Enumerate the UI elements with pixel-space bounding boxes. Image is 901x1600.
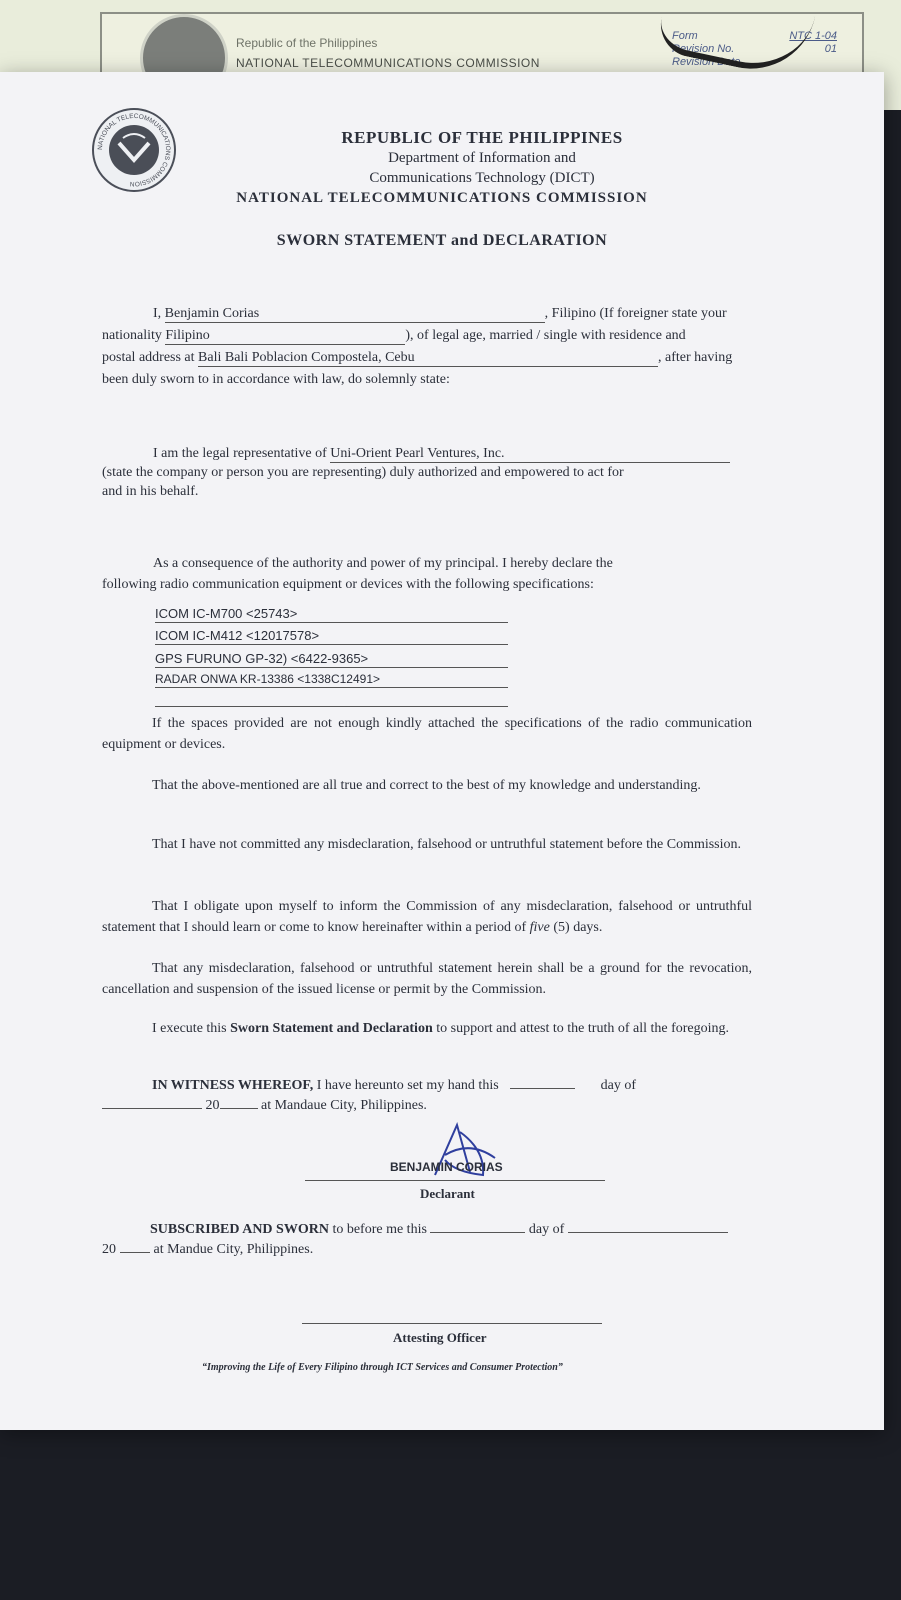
intro-line3: postal address at Bali Bali Poblacion Compostela, Cebu , after having — [102, 350, 733, 365]
declarant-name-field: Benjamin Corias — [165, 306, 545, 323]
subscribed-line2: 20 at Mandue City, Philippines. — [102, 1242, 314, 1257]
subscribed-day-blank — [430, 1232, 525, 1233]
paragraph-true-correct: That the above-mentioned are all true and correct to the best of my knowledge and understanding. — [152, 778, 701, 793]
equipment-item-1: ICOM IC-M700 <25743> — [155, 606, 508, 623]
nationality-field: Filipino — [165, 328, 405, 345]
company-field: Uni-Orient Pearl Ventures, Inc. — [330, 446, 730, 463]
witness-year-blank — [220, 1108, 258, 1109]
revision-label: Revision No. — [672, 43, 735, 55]
paragraph-spaces: If the spaces provided are not enough kindly attached the specifications of the radio communication equipment or devices. — [102, 716, 752, 752]
witness-day-blank — [510, 1088, 575, 1089]
representative-line2: (state the company or person you are representing) duly authorized and empowered to act for — [102, 465, 624, 480]
header-dept-line2: Communications Technology (DICT) — [369, 170, 595, 186]
form-label: Form — [672, 30, 698, 42]
form-value: NTC 1-04 — [789, 30, 837, 42]
subscribed-line1: SUBSCRIBED AND SWORN to before me this day of — [150, 1222, 728, 1238]
document-title: SWORN STATEMENT and DECLARATION — [276, 232, 608, 249]
postal-address-field: Bali Bali Poblacion Compostela, Cebu — [198, 350, 658, 367]
background-republic-text: Republic of the Philippines — [236, 36, 378, 50]
revision-value: 01 — [824, 43, 837, 55]
representative-line1: I am the legal representative of Uni-Orient Pearl Ventures, Inc. — [153, 446, 730, 463]
svg-text:NATIONAL TELECOMMUNICATIONS CO: NATIONAL TELECOMMUNICATIONS COMMISSION — [96, 112, 172, 188]
background-ntc-text: NATIONAL TELECOMMUNICATIONS COMMISSION — [236, 56, 540, 70]
header-republic: REPUBLIC OF THE PHILIPPINES — [341, 128, 623, 147]
subscribed-month-blank — [568, 1232, 728, 1233]
revision-date-label: Revision Date — [672, 56, 741, 68]
representative-line3: and in his behalf. — [102, 484, 199, 499]
footer-quote: “Improving the Life of Every Filipino through ICT Services and Consumer Protection” — [202, 1362, 563, 1373]
witness-line1: IN WITNESS WHEREOF, I have hereunto set my hand this day of — [152, 1078, 637, 1093]
witness-month-blank — [102, 1108, 202, 1109]
equipment-item-3: GPS FURUNO GP-32) <6422-9365> — [155, 651, 508, 668]
declarant-signature-line — [305, 1180, 605, 1181]
declarant-name: BENJAMIN CORIAS — [390, 1160, 503, 1174]
paragraph-obligate: That I obligate upon myself to inform the Commission of any misdeclaration, falsehood or untruthful statement that I should learn or come to know hereinafter within a period of five (5) days. — [102, 899, 752, 935]
header-ntc: NATIONAL TELECOMMUNICATIONS COMMISSION — [236, 190, 648, 206]
intro-line2: nationality Filipino ), of legal age, married / single with residence and — [102, 328, 686, 343]
attesting-signature-line — [302, 1323, 602, 1324]
equipment-item-5 — [155, 693, 508, 707]
paragraph-execute: I execute this Sworn Statement and Declaration to support and attest to the truth of all the foregoing. — [152, 1021, 730, 1036]
equipment-item-4: RADAR ONWA KR-13386 <1338C12491> — [155, 672, 508, 688]
paragraph-revocation: That any misdeclaration, falsehood or untruthful statement herein shall be a ground for the revocation, cancellation and suspension of the issued license or permit by the Commission. — [102, 961, 752, 997]
attesting-officer-label: Attesting Officer — [393, 1330, 487, 1345]
subscribed-year-blank — [120, 1252, 150, 1253]
witness-line2: 20 at Mandaue City, Philippines. — [102, 1098, 427, 1114]
intro-line1: I, Benjamin Corias , Filipino (If foreigner state your — [153, 306, 727, 321]
declaration-line1: As a consequence of the authority and power of my principal. I hereby declare the — [153, 556, 613, 571]
declaration-line2: following radio communication equipment or devices with the following specifications: — [102, 577, 594, 592]
intro-line4: been duly sworn to in accordance with law, do solemnly state: — [102, 372, 450, 387]
declarant-label: Declarant — [420, 1186, 475, 1201]
header-dept-line1: Department of Information and — [388, 150, 576, 166]
paragraph-not-committed: That I have not committed any misdeclaration, falsehood or untruthful statement before the Commission. — [152, 837, 742, 852]
equipment-item-2: ICOM IC-M412 <12017578> — [155, 628, 508, 645]
